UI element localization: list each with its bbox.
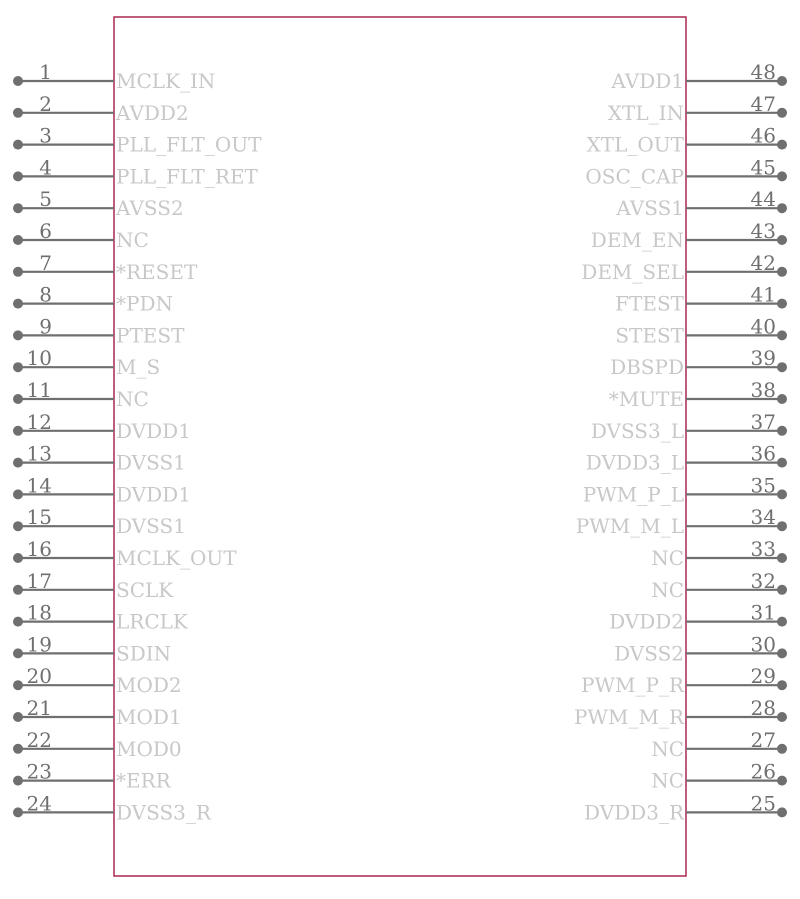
pin-name: DVSS1 [116,514,186,539]
pin-number: 27 [750,727,776,752]
pin-name: PLL_FLT_RET [116,164,258,189]
pin-20 [13,664,182,697]
pin-name: *ERR [116,768,171,793]
pin-35 [583,473,787,506]
pin-43 [591,219,787,252]
pin-number: 14 [26,473,52,498]
pin-18 [13,601,189,634]
pin-40 [615,314,787,347]
pin-number: 6 [39,219,52,243]
pin-name: MCLK_OUT [116,546,237,570]
pin-number: 21 [26,696,52,720]
pin-name: DVSS3_L [590,418,684,443]
pin-21 [13,696,182,729]
pin-number: 41 [750,282,776,307]
pin-number: 42 [750,250,776,275]
pin-endpoint-dot [777,680,787,690]
pin-endpoint-dot [777,553,787,563]
pin-endpoint-dot [777,140,787,150]
pin-37 [591,410,787,443]
pin-name: NC [651,736,684,761]
pin-name: NC [651,546,684,570]
pin-endpoint-dot [777,489,787,499]
pin-endpoint-dot [13,362,23,372]
pin-name: DEM_EN [590,228,684,252]
pin-endpoint-dot [13,171,23,181]
right-pin-group [574,60,787,824]
pin-name: OSC_CAP [585,164,684,189]
pin-38 [609,378,787,411]
pin-30 [614,632,787,665]
pin-4 [13,155,259,188]
pin-endpoint-dot [777,617,787,627]
pin-name: DVDD3_L [585,450,684,475]
pin-name: FTEST [615,291,684,316]
pin-name: AVSS1 [616,196,684,221]
pin-number: 32 [750,568,776,593]
pin-10 [13,346,160,379]
pin-29 [581,664,787,697]
pin-endpoint-dot [777,521,787,531]
pin-endpoint-dot [777,330,787,340]
pin-number: 9 [39,314,52,339]
pin-number: 1 [39,60,52,84]
pin-endpoint-dot [13,76,23,86]
pin-number: 45 [750,155,776,180]
pin-endpoint-dot [13,140,23,150]
pin-23 [13,760,172,793]
pin-name: AVDD2 [116,100,189,125]
pin-name: DEM_SEL [581,259,684,284]
pin-endpoint-dot [777,108,787,118]
pin-endpoint-dot [777,362,787,372]
pin-endpoint-dot [777,76,787,86]
pin-22 [13,728,182,761]
pin-number: 33 [750,537,776,561]
pin-name: AVSS2 [116,196,184,221]
pin-name: LRCLK [116,609,188,634]
pin-endpoint-dot [13,108,23,118]
pin-endpoint-dot [777,585,787,595]
pin-number: 46 [750,123,776,148]
pin-15 [13,505,186,538]
pin-endpoint-dot [777,807,787,817]
pin-name: MOD0 [116,736,182,761]
pin-number: 8 [39,282,52,307]
pin-name: M_S [116,355,161,380]
pin-8 [13,283,173,316]
pin-number: 34 [750,505,776,530]
pin-33 [651,537,787,570]
pin-name: DVDD1 [116,418,191,443]
pin-name: DVSS2 [614,641,684,666]
pin-39 [610,346,787,379]
pin-number: 25 [750,791,776,816]
pin-19 [13,632,171,665]
pin-endpoint-dot [777,394,787,404]
pin-number: 28 [750,696,776,720]
pin-name: XTL_OUT [586,132,684,157]
pin-12 [13,410,191,443]
pin-42 [581,251,787,284]
pin-endpoint-dot [777,776,787,786]
pin-7 [13,251,198,284]
pin-number: 24 [26,791,52,816]
pin-name: DVDD1 [116,482,191,507]
pin-name: PTEST [116,323,185,348]
pin-endpoint-dot [777,648,787,658]
pin-17 [13,569,174,602]
pin-44 [615,187,787,220]
pin-47 [608,92,787,125]
pin-5 [13,187,184,220]
pin-name: *MUTE [608,387,684,411]
pin-name: PWM_P_R [580,673,684,698]
pin-endpoint-dot [13,648,23,658]
pin-endpoint-dot [13,680,23,690]
pin-number: 43 [750,219,776,243]
pin-number: 16 [26,537,52,561]
pin-name: DVDD2 [609,609,684,634]
pin-name: PWM_M_R [573,705,684,729]
pin-name: DVSS1 [116,450,186,475]
pin-number: 10 [26,346,52,371]
pin-name: PLL_FLT_OUT [116,132,262,157]
pin-name: DBSPD [610,355,684,380]
pin-name: PWM_M_L [575,514,684,539]
pin-number: 5 [39,187,52,212]
pin-28 [574,696,787,729]
pin-41 [615,283,787,316]
pin-32 [651,569,787,602]
pin-number: 26 [750,759,776,784]
pin-number: 7 [39,250,52,275]
pin-number: 20 [26,664,52,689]
pin-endpoint-dot [13,521,23,531]
pin-number: 39 [750,346,776,371]
pin-name: NC [651,768,684,793]
pin-31 [609,601,787,634]
pin-name: AVDD1 [611,69,684,93]
pin-endpoint-dot [13,776,23,786]
pin-endpoint-dot [13,585,23,595]
pin-number: 47 [750,91,776,116]
pin-11 [13,378,149,411]
pin-endpoint-dot [13,617,23,627]
pin-13 [13,442,186,475]
pin-endpoint-dot [777,171,787,181]
pin-number: 22 [26,727,52,752]
pin-endpoint-dot [13,553,23,563]
pin-name: SCLK [116,577,174,602]
pin-endpoint-dot [13,426,23,436]
pin-name: *PDN [116,291,173,316]
pin-name: XTL_IN [607,100,684,125]
pin-name: MOD2 [116,673,182,698]
pin-number: 13 [26,441,52,466]
pin-number: 29 [750,664,776,689]
pin-number: 40 [750,314,776,339]
pin-endpoint-dot [777,744,787,754]
pin-14 [13,473,191,506]
pin-number: 37 [750,409,776,434]
pin-number: 19 [26,632,52,657]
pin-number: 23 [26,759,52,784]
pin-endpoint-dot [13,744,23,754]
pin-name: STEST [615,323,684,348]
pin-name: SDIN [116,641,172,666]
pin-number: 17 [26,568,52,593]
pin-endpoint-dot [777,426,787,436]
pin-16 [13,537,237,570]
pin-name: MOD1 [116,705,182,729]
pin-endpoint-dot [13,807,23,817]
pin-27 [651,728,787,761]
pin-number: 31 [750,600,776,625]
pin-endpoint-dot [13,299,23,309]
pin-endpoint-dot [777,299,787,309]
pin-48 [610,60,787,93]
pin-endpoint-dot [13,267,23,277]
pin-name: NC [116,228,149,252]
pin-name: NC [116,387,149,411]
pin-number: 35 [750,473,776,498]
pin-name: *RESET [116,259,198,284]
pin-number: 15 [26,505,52,530]
pin-9 [13,314,185,347]
pin-endpoint-dot [777,203,787,213]
pin-endpoint-dot [13,489,23,499]
pin-6 [13,219,149,252]
pin-2 [13,92,189,125]
pin-endpoint-dot [13,235,23,245]
pin-number: 38 [750,378,776,402]
pin-endpoint-dot [13,394,23,404]
pin-3 [13,124,262,157]
pin-number: 11 [26,378,52,402]
pin-endpoint-dot [13,203,23,213]
pin-name: NC [651,577,684,602]
pin-number: 36 [750,441,776,466]
pin-endpoint-dot [13,712,23,722]
pin-name: DVDD3_R [584,800,684,825]
pin-34 [576,505,787,538]
pin-endpoint-dot [777,458,787,468]
pin-number: 18 [26,600,52,625]
pin-endpoint-dot [13,330,23,340]
pin-endpoint-dot [777,712,787,722]
pin-endpoint-dot [777,267,787,277]
pin-number: 4 [39,155,52,180]
pin-name: MCLK_IN [116,69,216,93]
pin-name: PWM_P_L [582,482,684,507]
left-pin-group [13,60,262,824]
pin-endpoint-dot [777,235,787,245]
pin-name: DVSS3_R [116,800,211,825]
pin-number: 12 [26,409,52,434]
pin-number: 48 [750,60,776,84]
pin-24 [13,791,212,824]
pin-26 [651,760,787,793]
pin-number: 2 [39,91,52,116]
pin-endpoint-dot [13,458,23,468]
pin-46 [587,124,787,157]
pin-number: 44 [750,187,776,212]
pin-number: 30 [750,632,776,657]
pin-number: 3 [39,123,52,148]
